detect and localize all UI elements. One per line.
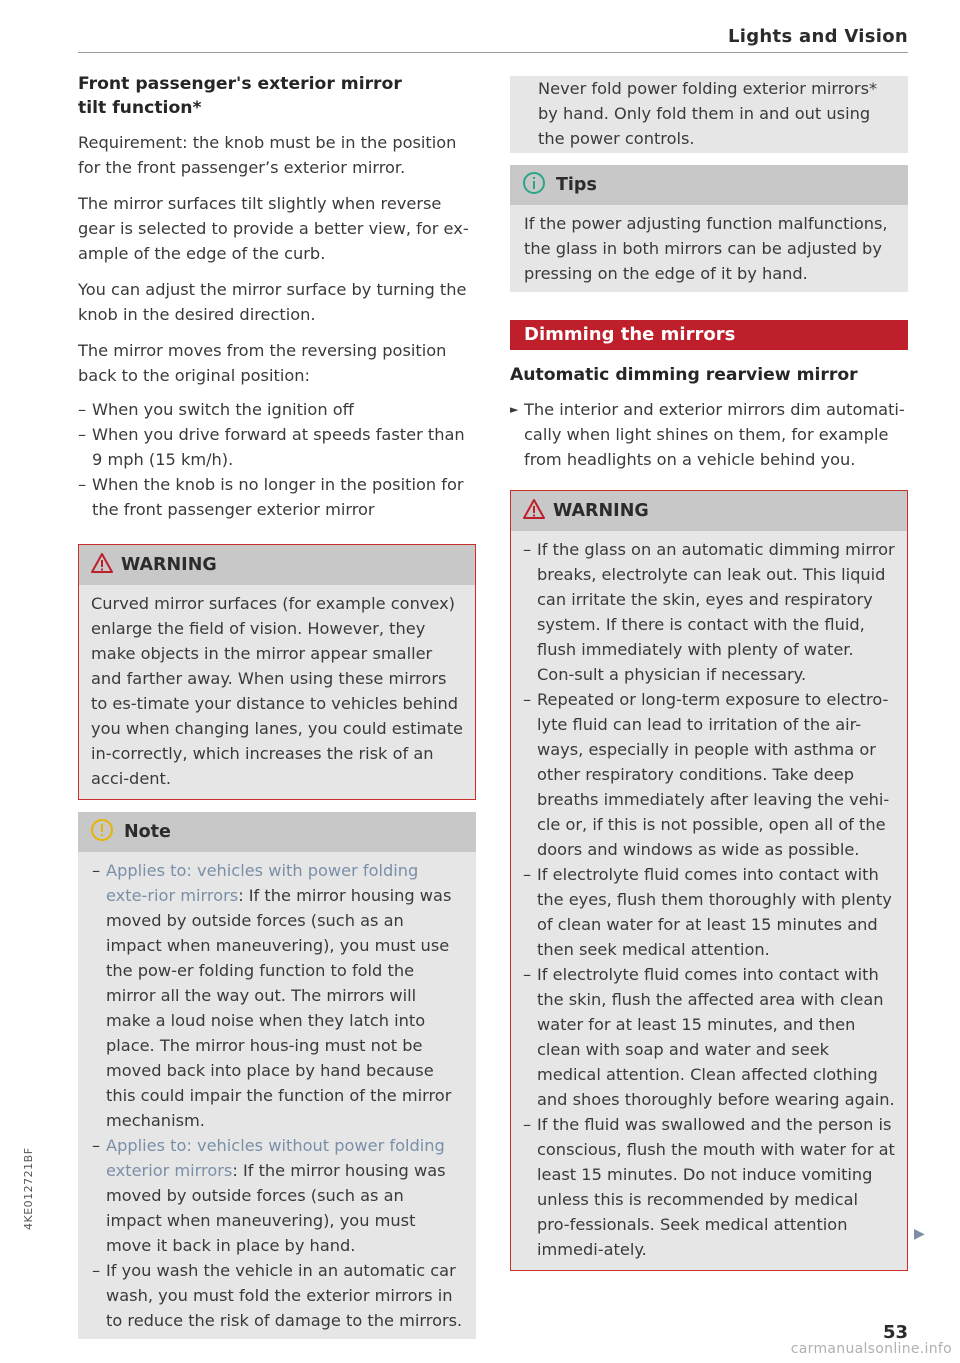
- note-body: [78, 852, 476, 1339]
- dash-marker: –: [92, 1261, 101, 1280]
- list-item: – When the knob is no longer in the position for the front passenger exterior mirror: [78, 472, 476, 522]
- list-item: – If the glass on an automatic dimming mirror breaks, electrolyte can leak out. This liquid can irritate the skin, eyes and respiratory system. If there is contact with the fluid, flush immediately with plenty of water. Con-sult a physician if necessary.: [523, 537, 895, 687]
- warning-box-curved-mirrors: [78, 544, 476, 800]
- section-title-bar: Dimming the mirrors: [510, 320, 908, 350]
- note-exclamation-icon: [90, 818, 114, 846]
- bullet-item: ► The interior and exterior mirrors dim automati-cally when light shines on them, for example from headlights on a vehicle behind you.: [510, 397, 908, 472]
- warning-body: [511, 531, 907, 1270]
- tips-header: [510, 165, 908, 205]
- section-heading-mirror-tilt: Front passenger's exterior mirror tilt function*: [78, 74, 402, 118]
- list-item: – If electrolyte fluid comes into contact with the skin, flush the affected area with clean water for at least 15 minutes, and then clean with soap and water and seek medical attention. Clean affected clothing and shoes thoroughly before wearing again.: [523, 962, 895, 1112]
- document-code: 4KE012721BF: [22, 1147, 35, 1230]
- note-title: Note: [124, 822, 171, 842]
- list-item: – If the fluid was swallowed and the person is conscious, flush the mouth with water for at least 15 minutes. Do not induce vomiting unless this is recommended by medical pro-fessionals. Seek medical attention immedi-ately.: [523, 1112, 895, 1262]
- dash-marker: –: [92, 1136, 101, 1155]
- paragraph-tilt-reverse: The mirror surfaces tilt slightly when reverse gear is selected to provide a better view, for ex-ample of the edge of the curb.: [78, 194, 469, 263]
- info-icon: [522, 171, 546, 199]
- list-item: – If electrolyte fluid comes into contact with the eyes, flush them thoroughly with plenty of clean water for at least 15 minutes and then seek medical attention.: [523, 862, 895, 962]
- dash-marker: –: [92, 861, 101, 880]
- warning-box-electrolyte: [510, 490, 908, 1271]
- warning-body: [79, 585, 475, 799]
- paragraph-adjust-knob: You can adjust the mirror surface by turning the knob in the desired direction.: [78, 280, 467, 324]
- note-body: [510, 76, 908, 153]
- warning-text: Curved mirror surfaces (for example convex) enlarge the field of vision. However, they make objects in the mirror appear smaller and farther away. When using these mirrors to es-timate your distance to vehicles behind you when changing lanes, you could estimate in-correctly, which increases the risk of an acci-dent.: [91, 594, 464, 788]
- applies-to-label: Applies to: vehicles with power folding exte-rior mirrors: [106, 861, 419, 905]
- list-item: – Applies to: vehicles without power folding exterior mirrors: If the mirror housing was moved by outside forces (such as an impact when maneuvering), you must move it back in place by hand.: [92, 1133, 464, 1258]
- page-header-title: Lights and Vision: [728, 26, 908, 47]
- warning-triangle-icon: [91, 553, 113, 577]
- warning-title: WARNING: [121, 555, 217, 575]
- list-item: – When you drive forward at speeds faster than 9 mph (15 km/h).: [78, 422, 476, 472]
- reset-conditions-list: [78, 397, 476, 522]
- note-box-power-folding: [510, 76, 908, 153]
- paragraph-moves-back: The mirror moves from the reversing position back to the original position:: [78, 341, 447, 385]
- tips-title: Tips: [556, 175, 597, 195]
- list-item: – If you wash the vehicle in an automatic car wash, you must fold the exterior mirrors in to reduce the risk of damage to the mirrors.: [92, 1258, 464, 1333]
- page-number: 53: [882, 1322, 908, 1343]
- note-header: [78, 812, 476, 852]
- tips-text: If the power adjusting function malfunctions, the glass in both mirrors can be adjusted by pressing on the edge of it by hand.: [524, 214, 888, 283]
- arrow-bullet-icon: ►: [510, 403, 519, 416]
- applies-to-label: Applies to: vehicles without power folding exterior mirrors: [106, 1136, 445, 1180]
- dash-marker: –: [523, 540, 532, 559]
- tips-body: [510, 205, 908, 292]
- dash-marker: –: [78, 425, 87, 444]
- header-divider: [78, 52, 908, 53]
- continued-arrow-icon: ▶: [914, 1226, 925, 1242]
- list-item: – Repeated or long-term exposure to electro-lyte fluid can lead to irritation of the air-ways, especially in people with asthma or other respiratory conditions. Take deep breaths immediately after leaving the vehi-cle or, if this is not possible, open all of the doors and windows as wide as possible.: [523, 687, 895, 862]
- left-column: [78, 72, 476, 1339]
- right-column: [510, 76, 908, 1271]
- dash-marker: –: [523, 690, 532, 709]
- paragraph-requirement: Requirement: the knob must be in the position for the front passenger’s exterior mirror.: [78, 133, 457, 177]
- warning-header: [79, 545, 475, 585]
- dash-marker: –: [78, 400, 87, 419]
- tips-box: [510, 165, 908, 292]
- power-folding-text: Never fold power folding exterior mirrors* by hand. Only fold them in and out using the power controls.: [538, 79, 878, 148]
- dash-marker: –: [78, 475, 87, 494]
- dash-marker: –: [523, 865, 532, 884]
- warning-triangle-icon: [523, 499, 545, 523]
- note-box: [78, 812, 476, 1339]
- subheading-auto-dimming: Automatic dimming rearview mirror: [510, 365, 858, 385]
- dash-marker: –: [523, 965, 532, 984]
- list-item: – When you switch the ignition off: [78, 397, 476, 422]
- list-item: – Applies to: vehicles with power folding exte-rior mirrors: If the mirror housing was moved by outside forces (such as an impact when maneuvering), you must use the pow-er folding function to fold the mirror all the way out. The mirrors will make a loud noise when they latch into place. The mirror hous-ing must not be moved back into place by hand because this could impair the function of the mirror mechanism.: [92, 858, 464, 1133]
- warning-title: WARNING: [553, 501, 649, 521]
- warning-header: [511, 491, 907, 531]
- dash-marker: –: [523, 1115, 532, 1134]
- watermark: carmanualsonline.info: [790, 1341, 952, 1357]
